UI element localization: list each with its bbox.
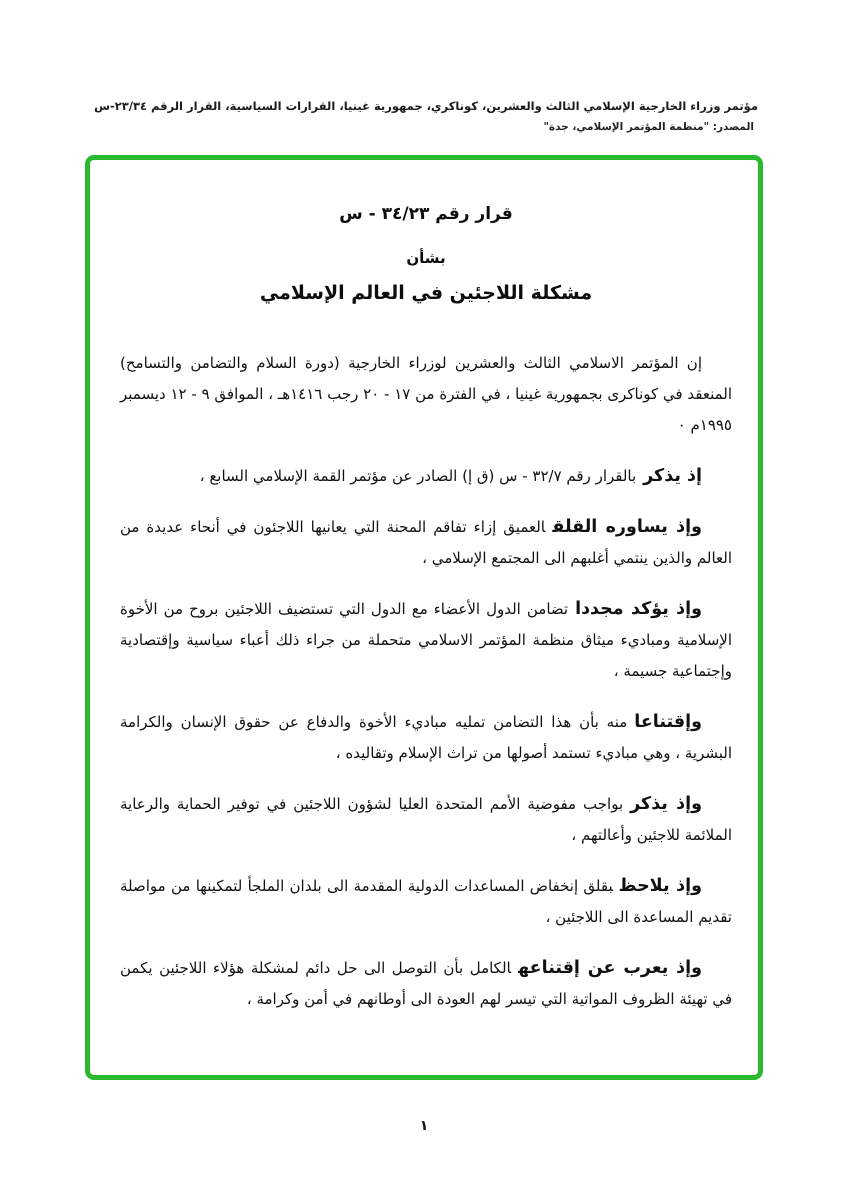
archive-header-source: المصدر: "منظمة المؤتمر الإسلامي، جدة" — [543, 121, 754, 133]
document-title-block — [120, 204, 732, 304]
archive-header — [86, 98, 758, 133]
document-frame — [85, 155, 763, 1080]
paragraph-preamble — [120, 348, 732, 441]
paragraph-lead: وإقتناعا — [634, 712, 702, 732]
paragraph-lead: إذ يذكر — [643, 466, 702, 486]
resolution-title: مشكلة اللاجئين في العالم الإسلامي — [259, 282, 593, 304]
paragraph-recalling — [120, 461, 732, 492]
paragraph-unhcr-duty — [120, 789, 732, 851]
paragraph-text: بقلق إنخفاض المساعدات الدولية المقدمة الى بلدان الملجأ لتمكينها من مواصلة تقديم المساعدة الى اللاجئين ، — [120, 877, 732, 926]
resolution-subject-label: بشأن — [406, 249, 446, 267]
paragraph-noting-decline — [120, 871, 732, 933]
paragraph-text: إن المؤتمر الاسلامي الثالث والعشرين لوزراء الخارجية (دورة السلام والتضامن والتسامح) المنعقد في كوناكرى بجمهورية غينيا ، في الفترة من ١٧ - ٢٠ رجب ١٤١٦هـ ، الموافق ٩ - ١٢ ديسمبر ١٩٩٥م ٠ — [120, 354, 733, 434]
paragraph-convinced — [120, 707, 732, 769]
page-number: ١ — [419, 1118, 429, 1134]
paragraph-text: تضامن الدول الأعضاء مع الدول التي تستضيف اللاجئين بروح من الأخوة الإسلامية ومباديء ميثاق منظمة المؤتمر الاسلامي متحملة من جراء ذلك أعباء سياسية وإقتصادية وإجتماعية جسيمة ، — [120, 600, 732, 680]
paragraph-text: بالقرار رقم ٣٢/٧ - س (ق إ) الصادر عن مؤتمر القمة الإسلامي السابع ، — [199, 467, 637, 485]
paragraph-lead: وإذ يعرب عن إقتناعه — [518, 958, 702, 978]
paragraph-lead: وإذ يلاحظ — [620, 876, 703, 896]
archive-header-citation: مؤتمر وزراء الخارجية الإسلامي الثالث والعشرين، كوناكري، جمهورية غينيا، القرارات السياسية، القرار الرقم ٢٣/٣٤-س — [94, 99, 758, 113]
paragraph-concern — [120, 512, 732, 574]
paragraph-text: العميق إزاء تفاقم المحنة التي يعانيها اللاجئون في أنحاء عديدة من العالم والذين ينتمي أغلبهم الى المجتمع الإسلامي ، — [120, 518, 732, 567]
paragraph-lead: وإذ يساوره القلق — [552, 517, 702, 537]
paragraph-lead: وإذ يؤكد مجددا — [575, 599, 702, 619]
paragraph-text: بواجب مفوضية الأمم المتحدة العليا لشؤون اللاجئين في توفير الحماية والرعاية الملائمة للاجئين وأعالتهم ، — [120, 795, 732, 844]
paragraph-expressing-conviction — [120, 953, 732, 1015]
paragraph-reaffirming — [120, 594, 732, 687]
paragraph-lead: وإذ يذكر — [630, 794, 702, 814]
paragraph-text: منه بأن هذا التضامن تمليه مباديء الأخوة والدفاع عن حقوق الإنسان والكرامة البشرية ، وهي مباديء تستمد أصولها من تراث الإسلام وتقاليده ، — [120, 713, 732, 762]
resolution-number: قرار رقم ٣٤/٢٣ - س — [339, 204, 513, 224]
paragraph-text: الكامل بأن التوصل الى حل دائم لمشكلة هؤلاء اللاجئين يكمن في تهيئة الظروف المواتية التي تيسر لهم العودة الى أوطانهم في أمن وكرامة ، — [120, 959, 732, 1008]
